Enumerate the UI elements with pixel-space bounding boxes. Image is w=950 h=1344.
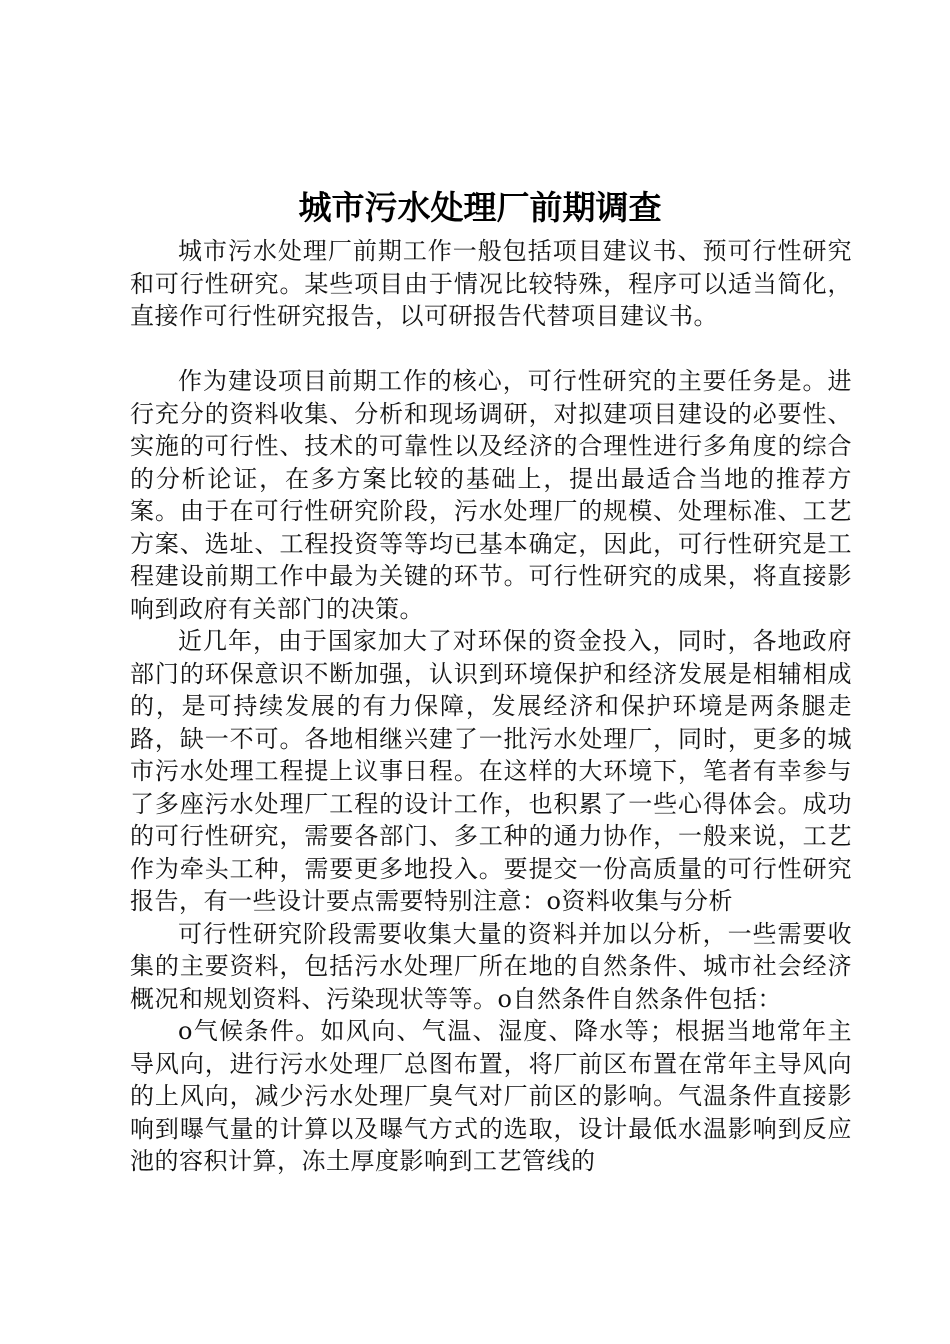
- paragraph-5: o气候条件。如风向、气温、湿度、降水等；根据当地常年主导风向，进行污水处理厂总图布置，将厂前区布置在常年主导风向的上风向，减少污水处理厂臭气对厂前区的影响。气温条件直接影响到曝气量的计算以及曝气方式的选取，设计最低水温影响到反应池的容积计算，冻土厚度影响到工艺管线的: [130, 1017, 852, 1175]
- document-title: 城市污水处理厂前期调查: [298, 188, 662, 227]
- paragraph-2: 作为建设项目前期工作的核心，可行性研究的主要任务是。进行充分的资料收集、分析和现场调研，对拟建项目建设的必要性、实施的可行性、技术的可靠性以及经济的合理性进行多角度的综合的分析论证，在多方案比较的基础上，提出最适合当地的推荐方案。由于在可行性研究阶段，污水处理厂的规模、处理标准、工艺方案、选址、工程投资等等均已基本确定，因此，可行性研究是工程建设前期工作中最为关键的环节。可行性研究的成果，将直接影响到政府有关部门的决策。: [130, 367, 852, 623]
- paragraph-spacer: [130, 333, 852, 366]
- paragraph-1: 城市污水处理厂前期工作一般包括项目建议书、预可行性研究和可行性研究。某些项目由于情况比较特殊，程序可以适当简化，直接作可行性研究报告，以可研报告代替项目建议书。: [130, 237, 852, 330]
- document-body: [130, 235, 852, 1178]
- paragraph-4: 可行性研究阶段需要收集大量的资料并加以分析，一些需要收集的主要资料，包括污水处理厂所在地的自然条件、城市社会经济概况和规划资料、污染现状等等。o自然条件自然条件包括：: [130, 919, 852, 1013]
- paragraph-3: 近几年，由于国家加大了对环保的资金投入，同时，各地政府部门的环保意识不断加强，认识到环境保护和经济发展是相辅相成的，是可持续发展的有力保障，发展经济和保护环境是两条腿走路，缺一不可。各地相继兴建了一批污水处理厂，同时，更多的城市污水处理工程提上议事日程。在这样的大环境下，笔者有幸参与了多座污水处理厂工程的设计工作，也积累了一些心得体会。成功的可行性研究，需要各部门、多工种的通力协作，一般来说，工艺作为牵头工种，需要更多地投入。要提交一份高质量的可行性研究报告，有一些设计要点需要特别注意：o资料收集与分析: [130, 627, 852, 915]
